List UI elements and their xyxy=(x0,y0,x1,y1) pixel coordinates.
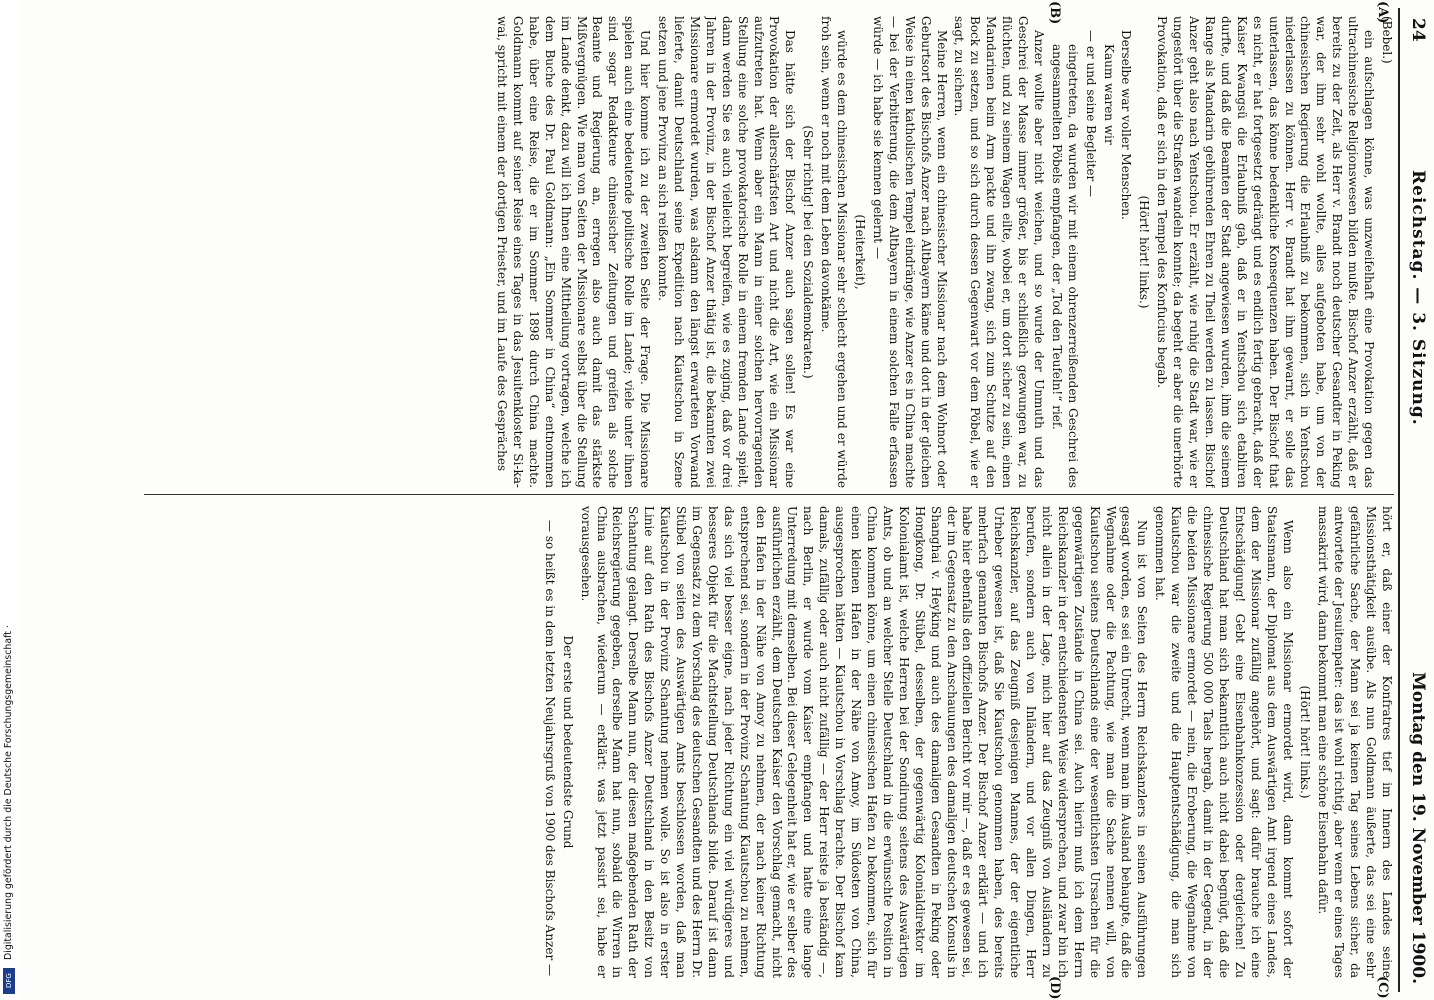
running-header xyxy=(1398,0,1428,1000)
paragraph: ein aufschlagen könne, was unzweifelhaft eine Provokation gegen das ultrachinesische Religionswesen bilden mußte. Bischof Anzer erzählt, daß er bereits zu der Zeit, als Herr v. Brandt noch deutscher Gesandter in Peking war, der ihm sehr wohl wollte, alles aufgeboten habe, um von der chinesischen Regierung die Erlaubniß zu bekommen, sich in Yentschou niederlassen zu können. Herr v. Brandt hat ihm gewarnt, er solle das unterlassen, das könne bedenkliche Konsequenzen haben. Der Bischof that es nicht, er hat fortgesetzt gedrängt und es endlich fertig gebracht, daß der Kaiser Kwangsü die Erlaubniß gab, daß er in Yentschou sich etabliren durfte, und daß die Beamten der Stadt angewiesen wurden, ihm die seinem Range als Mandarin gebührenden Ehren zu Theil werden zu lassen. Bischof Anzer geht also nach Yentschou. Er erzählt, wie ruhig die Stadt war, wie er ungestört über die Straßen wandeln konnte; da begeht er aber die unerhörte Provokation, daß er sich in den Tempel des Konfucius begab. xyxy=(1155,16,1377,488)
margin-mark-b: (B) xyxy=(1047,1,1062,25)
paragraph: Der erste und bedeutendste Grund xyxy=(560,635,575,849)
paragraph: Wenn also ein Missionar ermordet wird, dann kommt sofort der Staatsmann, der Diplomat aus dem Auswärtigen Amt irgend eines Landes, dem der Missionar zufällig angehört, und sagt: dafür brauche ich eine Entschädigung! Gebt eine Eisenbahnkonzession oder dergleichen! Zu Deutschland hat man sich bekanntlich auch nicht dabei begnügt, daß die chinesische Regierung 500 000 Taels hergab, damit in der Gegend, in der die beiden Missionare ermordet — nein, die Eroberung, die Wegnahme von Kiautschou war die zweite und die Hauptentschädigung, die man sich genommen hat. xyxy=(1153,506,1295,978)
margin-mark-d: (D) xyxy=(1047,976,1062,1000)
paragraph: (Heiterkeit), xyxy=(853,214,867,290)
header-rule xyxy=(1398,8,1400,992)
rotated-page-content xyxy=(134,0,1434,1000)
margin-mark-c: (C) xyxy=(1375,976,1390,999)
left-text-column xyxy=(144,16,1394,488)
paragraph: Das hätte sich der Bischof Anzer auch sagen sollen! Es war eine Provokation der allerschärfsten Art und nicht die Art, wie ein Missionar aufzutreten hat. Wenn aber ein Mann in einer solchen hervorragenden Stellung eine solche provokatorische Rolle in einem fremden Lande spielt, dann werden Sie es auch vielleicht begreifen, wie es zuging, daß vor drei Jahren in der Provinz, in der Bischof Anzer thätig ist, die bekannten zwei Missionare ermordet wurden, was alsdann den längst erwarteten Vorwand lieferte, damit Deutschland seine Expedition nach Kiautschou in Szene setzen und jene Provinz an sich reißen konnte. xyxy=(656,16,798,488)
page-number: 24 xyxy=(1408,18,1428,42)
paragraph: Anzer wollte aber nicht weichen, und so wurde der Unmuth und das Geschrei der Masse immer größer, bis er schließlich gezwungen war, zu flüchten, und zu seinem Wagen eilte, wobei er, um dort sicher zu sein, einen Mandarinen beim Arm packte und ihn zwang, sich zum Schutze auf den Bock zu setzen, und so sich durch dessen Gegenwart vor dem Pöbel, wie er sagt, zu sichern. xyxy=(952,16,1046,488)
paragraph: hört er, daß einer der Konfratres tief im Innern des Landes seine Missionsthätigkeit ausübe. Als nun Goldmann äußerte, das sei eine sehr gefährliche Sache, der Mann sei ja keinen Tag seines Lebens sicher, da antwortete der Jesuitenpater: das ist wohl richtig, aber wenn er eines Tages massakrirt wird, dann bekommt man eine schöne Eisenbahn dafür. xyxy=(1316,506,1394,978)
paragraph: (Hört! hört! links.) xyxy=(1298,685,1313,799)
paragraph: eingetreten, da wurden wir mit einem ohrenzerreißenden Geschrei des angesammelten Pöbels empfangen, der „Tod den Teufeln!“ rief. xyxy=(1049,44,1080,488)
paragraph: (Bebel.) xyxy=(1380,16,1394,64)
digitization-credit-text: Digitalisierung gefördert durch die Deutsche Forschungsgemeinschaft · xyxy=(3,625,14,960)
margin-mark-a: (A) xyxy=(1375,1,1390,24)
dfg-logo-icon: DFG xyxy=(3,968,15,994)
paragraph: Derselbe war voller Menschen. xyxy=(1119,30,1134,220)
paragraph: (Sehr richtig! bei den Sozialdemokraten.) xyxy=(801,125,816,379)
paragraph: Und hier komme ich zu der zweiten Seite der Frage. Die Missionare spielen auch eine bedeutende politische Rolle im Lande; viele unter ihnen sind sogar Redakteure chinesischer Zeitungen und greifen als solche Beamte und Regierung an, erregen also auch damit das stärkste Mißvergnügen. Wie man von Seiten der Missionare selbst über die Stellung im Lande denkt, dazu will ich Ihnen eine Mittheilung vortragen, welche ich dem Buche des Dr. Paul Goldmann: „Ein Sommer in China“ entnommen habe, über eine Reise, die er im Sommer 1898 durch China machte. Goldmann kommt auf seiner Reise eines Tages in das Jesuitenkloster Si-ka-wai, spricht mit einem der dortigen Priester, und im Laufe des Gespräches xyxy=(495,16,653,488)
right-text-column xyxy=(144,506,1394,978)
header-title: Reichstag. — 3. Sitzung. xyxy=(1408,170,1428,426)
paragraph: Kaum waren wir xyxy=(1101,44,1116,145)
header-date: Montag den 19. November 1900. xyxy=(1408,671,1428,984)
paragraph: — so heißt es in dem letzten Neujahrsgruß von 1900 des Bischofs Anzer — xyxy=(542,520,557,977)
paragraph: Meine Herren, wenn ein chinesischer Missionar nach dem Wohnort oder Geburtsort des Bischofs Anzer nach Altbayern käme und dort in der gleichen Weise in einen katholischen Tempel eindränge, wie Anzer es in China machte — bei der Verbitterung, die dem Altbayern in einem solchen Falle erfassen würde — ich habe sie kennen gelernt — xyxy=(870,16,949,488)
paragraph: — er und seine Begleiter — xyxy=(1083,30,1098,198)
digitization-credit-sidebar xyxy=(0,0,18,1000)
paragraph: würde es dem chinesischen Missionar sehr schlecht ergehen und er würde froh sein, wenn er noch mit dem Leben davonkäme. xyxy=(819,16,850,488)
column-divider xyxy=(144,494,1394,495)
paragraph: Nun ist von Seiten des Herrn Reichskanzlers in seinen Ausführungen gesagt worden, es sei ein Unrecht, wenn man im Ausland behaupte, daß die Wegnahme oder die Pachtung, wie man die Sache nennen will, von Kiautschou seitens Deutschlands eine der wesentlichsten Ursachen für die gegenwärtigen Zustände in China sei. Auch hierin muß ich dem Herrn Reichskanzler in der entschiedensten Weise widersprechen, und zwar bin ich nicht allein in der Lage, mich hier auf das Zeugniß von Ausländern zu berufen, sondern auch von Inländern, und vor allen Dingen, Herr Reichskanzler, auf das Zeugniß desjenigen Mannes, der der eigentliche Urheber gewesen ist, daß Sie Kiautschou genommen haben, des bereits mehrfach genannten Bischofs Anzer. Der Bischof Anzer erklärt — und ich habe hier ebenfalls den offiziellen Bericht vor mir —, daß er es gewesen sei, der im Gegensatz zu den Anschauungen des damaligen deutschen Konsuls in Shanghai v. Heyking und auch des damaligen Gesandten in Peking oder Hongkong, Dr. Stübel, desselben, der gegenwärtig Kolonialdirektor im Kolonialamt ist, welche Herren bei der Sondirung seitens des Auswärtigen Amts, ob und an welcher Stelle Deutschland in die erwünschte Position in China kommen könne, um einen chinesischen Hafen zu bekommen, sich für einen kleinen Hafen in der Nähe von Amoy, im Südosten von China, ausgesprochen hätten — Kiautschou in Vorschlag brachte. Der Bischof kam damals, zufällig oder auch nicht zufällig — der Herr reiste ja beständig —, nach Berlin, er wurde vom Kaiser empfangen und hatte eine lange Unterredung mit demselben. Bei dieser Gelegenheit hat er, wie er selber des ausführlichen erzählt, dem Deutschen Kaiser den Vorschlag gemacht, nicht den Hafen in der Nähe von Amoy zu nehmen, der nach keiner Richtung entsprechend sei, sondern in der Provinz Schantung Kiautschou zu nehmen, das sich viel besser eigne, nach jeder Richtung ein viel würdigeres und besseres Objekt für die Machtstellung Deutschlands bilde. Darauf ist dann im Gegensatz zu dem Vorschlag des deutschen Gesandten und des Herrn Dr. Stübel von seiten des Auswärtigen Amts beschlossen worden, daß man Kiautschou in der Provinz Schantung nehmen wolle. So ist also in erster Linie auf den Rath des Bischofs Anzer Deutschland in den Besitz von Schantung gelangt. Derselbe Mann nun, der diesen maßgebenden Rath der Reichsregierung gegeben, derselbe Mann hat nun, sobald die Wirren in China ausbrachen, wiederum — erklärt: was jetzt passirt sei, habe er vorausgesehen. xyxy=(578,506,1150,978)
paragraph: (Hört! hört! links.) xyxy=(1137,195,1152,309)
